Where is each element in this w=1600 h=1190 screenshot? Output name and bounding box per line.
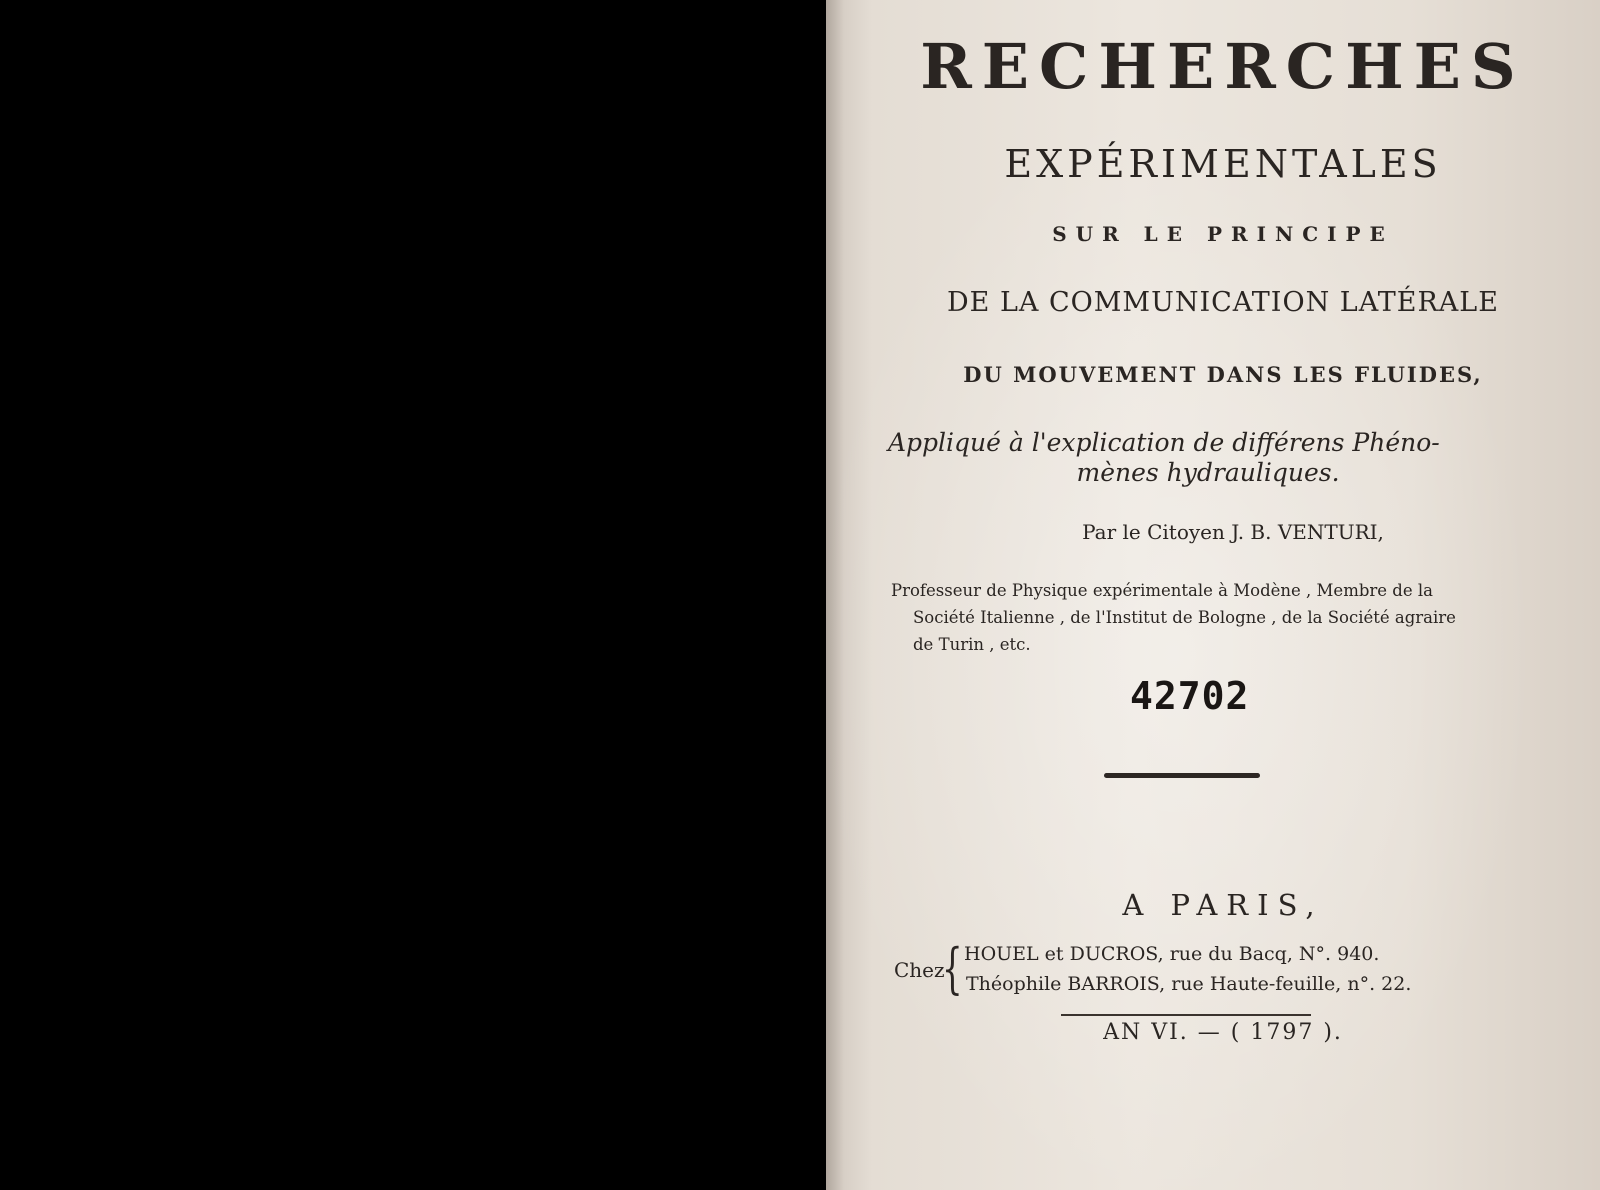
curly-brace-icon: { [942,937,963,1000]
book-title: RECHERCHES [920,30,1526,103]
imprint-chez: Chez [894,958,945,982]
italic-line-2: mènes hydrauliques. [1076,458,1340,487]
italic-line-1: Appliqué à l'explication de différens Phéno- [888,428,1440,457]
credentials-line-1: Professeur de Physique expérimentale à Modène , Membre de la [891,581,1433,600]
ornamental-rule [1104,773,1260,778]
subtitle-communication: DE LA COMMUNICATION LATÉRALE [947,287,1499,318]
subtitle-mouvement: DU MOUVEMENT DANS LES FLUIDES, [963,362,1483,387]
title-page [826,0,1600,1190]
credentials-line-2: Société Italienne , de l'Institut de Bologne , de la Société agraire [913,608,1456,627]
subtitle-experimentales: EXPÉRIMENTALES [1004,142,1442,186]
publisher-2: Théophile BARROIS, rue Haute-feuille, n°. 22. [966,973,1412,995]
imprint-date: AN VI. — ( 1797 ). [1103,1020,1343,1045]
imprint-city: A PARIS, [1122,888,1324,922]
publisher-1: HOUEL et DUCROS, rue du Bacq, N°. 940. [964,943,1380,965]
subtitle-principe: SUR LE PRINCIPE [1052,222,1394,246]
library-stamp-number: 42702 [1130,674,1250,718]
imprint-rule [1061,1014,1311,1016]
credentials-line-3: de Turin , etc. [913,635,1031,654]
author-line: Par le Citoyen J. B. VENTURI, [1082,520,1384,544]
author-credentials [891,577,1561,658]
